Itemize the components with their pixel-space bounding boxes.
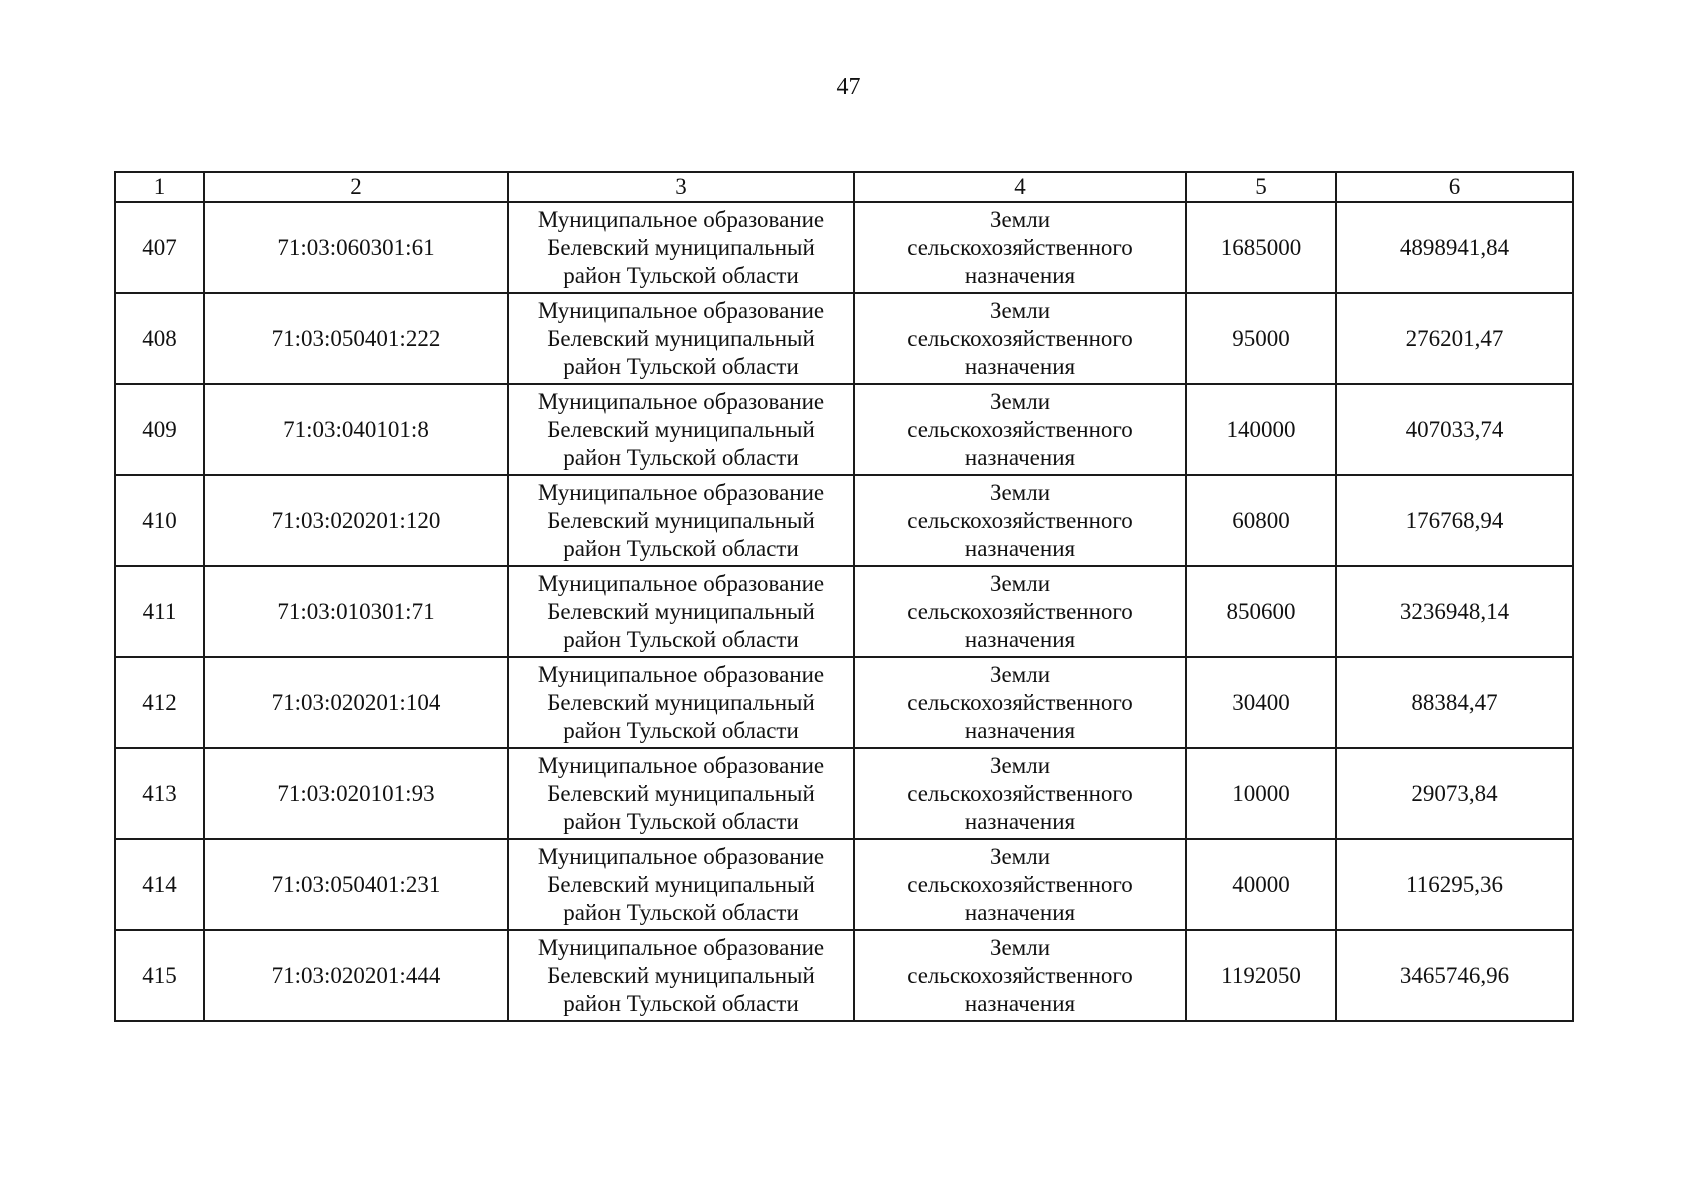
owner-line: район Тульской области xyxy=(563,990,799,1016)
land-category-line: сельскохозяйственного xyxy=(907,689,1133,715)
land-category-line: Земли xyxy=(989,570,1051,596)
column-number-row xyxy=(115,172,1573,202)
area-cell: 10000 xyxy=(1186,748,1336,839)
cadastral-value-cell: 407033,74 xyxy=(1336,384,1573,475)
column-header-6: 6 xyxy=(1336,172,1573,202)
area-cell: 60800 xyxy=(1186,475,1336,566)
cadastral-value-cell: 116295,36 xyxy=(1336,839,1573,930)
owner-line: район Тульской области xyxy=(563,717,799,743)
owner-line: Муниципальное образование xyxy=(537,297,825,323)
land-category-cell xyxy=(854,384,1186,475)
owner-cell xyxy=(508,839,854,930)
cadastral-number-cell: 71:03:020201:120 xyxy=(204,475,508,566)
cadastral-number-cell: 71:03:020101:93 xyxy=(204,748,508,839)
owner-cell xyxy=(508,475,854,566)
owner-line: район Тульской области xyxy=(563,444,799,470)
land-category-line: назначения xyxy=(964,535,1076,561)
area-cell: 140000 xyxy=(1186,384,1336,475)
owner-line: Белевский муниципальный xyxy=(547,689,815,715)
owner-cell xyxy=(508,293,854,384)
owner-line: Белевский муниципальный xyxy=(547,325,815,351)
cadastral-number-cell: 71:03:020201:104 xyxy=(204,657,508,748)
owner-line: Белевский муниципальный xyxy=(547,234,815,260)
owner-line: район Тульской области xyxy=(563,535,799,561)
owner-cell xyxy=(508,384,854,475)
owner-line: район Тульской области xyxy=(563,353,799,379)
owner-line: Муниципальное образование xyxy=(537,206,825,232)
column-header-5: 5 xyxy=(1186,172,1336,202)
land-category-line: назначения xyxy=(964,444,1076,470)
row-number-cell: 409 xyxy=(115,384,204,475)
land-category-cell xyxy=(854,748,1186,839)
land-category-line: сельскохозяйственного xyxy=(907,871,1133,897)
area-cell: 30400 xyxy=(1186,657,1336,748)
land-category-cell xyxy=(854,839,1186,930)
land-category-line: назначения xyxy=(964,353,1076,379)
row-number-cell: 411 xyxy=(115,566,204,657)
table-row xyxy=(115,748,1573,839)
table-row xyxy=(115,475,1573,566)
owner-line: Белевский муниципальный xyxy=(547,962,815,988)
owner-line: Белевский муниципальный xyxy=(547,598,815,624)
land-category-line: Земли xyxy=(989,297,1051,323)
column-header-3: 3 xyxy=(508,172,854,202)
table-row xyxy=(115,566,1573,657)
owner-line: район Тульской области xyxy=(563,262,799,288)
row-number-cell: 407 xyxy=(115,202,204,293)
column-header-2: 2 xyxy=(204,172,508,202)
cadastral-number-cell: 71:03:050401:231 xyxy=(204,839,508,930)
cadastral-value-cell: 176768,94 xyxy=(1336,475,1573,566)
land-category-line: назначения xyxy=(964,262,1076,288)
owner-line: Муниципальное образование xyxy=(537,479,825,505)
land-category-cell xyxy=(854,657,1186,748)
land-category-line: Земли xyxy=(989,661,1051,687)
area-cell: 40000 xyxy=(1186,839,1336,930)
cadastral-value-cell: 88384,47 xyxy=(1336,657,1573,748)
cadastral-value-cell: 29073,84 xyxy=(1336,748,1573,839)
row-number-cell: 412 xyxy=(115,657,204,748)
area-cell: 1685000 xyxy=(1186,202,1336,293)
owner-line: Белевский муниципальный xyxy=(547,780,815,806)
owner-line: Муниципальное образование xyxy=(537,388,825,414)
land-category-line: назначения xyxy=(964,990,1076,1016)
land-category-line: сельскохозяйственного xyxy=(907,598,1133,624)
cadastral-number-cell: 71:03:050401:222 xyxy=(204,293,508,384)
row-number-cell: 415 xyxy=(115,930,204,1021)
row-number-cell: 413 xyxy=(115,748,204,839)
cadastral-value-cell: 3236948,14 xyxy=(1336,566,1573,657)
land-category-line: назначения xyxy=(964,626,1076,652)
land-category-cell xyxy=(854,930,1186,1021)
land-category-line: сельскохозяйственного xyxy=(907,416,1133,442)
area-cell: 850600 xyxy=(1186,566,1336,657)
table-row xyxy=(115,657,1573,748)
row-number-cell: 408 xyxy=(115,293,204,384)
table-row xyxy=(115,293,1573,384)
owner-line: район Тульской области xyxy=(563,808,799,834)
table-row xyxy=(115,839,1573,930)
cadastral-number-cell: 71:03:010301:71 xyxy=(204,566,508,657)
land-category-cell xyxy=(854,566,1186,657)
owner-line: район Тульской области xyxy=(563,899,799,925)
table-row xyxy=(115,930,1573,1021)
cadastral-number-cell: 71:03:060301:61 xyxy=(204,202,508,293)
page-number: 47 xyxy=(836,74,861,100)
row-number-cell: 410 xyxy=(115,475,204,566)
owner-line: Белевский муниципальный xyxy=(547,507,815,533)
land-register-table xyxy=(114,171,1574,1022)
land-category-line: Земли xyxy=(989,752,1051,778)
land-category-line: Земли xyxy=(989,206,1051,232)
land-category-line: сельскохозяйственного xyxy=(907,962,1133,988)
land-category-line: Земли xyxy=(989,843,1051,869)
land-category-cell xyxy=(854,475,1186,566)
column-header-1: 1 xyxy=(115,172,204,202)
land-category-line: сельскохозяйственного xyxy=(907,780,1133,806)
land-category-line: Земли xyxy=(989,479,1051,505)
owner-line: Муниципальное образование xyxy=(537,570,825,596)
row-number-cell: 414 xyxy=(115,839,204,930)
owner-line: Белевский муниципальный xyxy=(547,871,815,897)
land-category-cell xyxy=(854,202,1186,293)
cadastral-number-cell: 71:03:040101:8 xyxy=(204,384,508,475)
area-cell: 1192050 xyxy=(1186,930,1336,1021)
owner-cell xyxy=(508,748,854,839)
owner-line: Муниципальное образование xyxy=(537,661,825,687)
land-category-line: назначения xyxy=(964,899,1076,925)
land-category-line: назначения xyxy=(964,717,1076,743)
land-category-line: сельскохозяйственного xyxy=(907,325,1133,351)
area-cell: 95000 xyxy=(1186,293,1336,384)
owner-line: Муниципальное образование xyxy=(537,752,825,778)
owner-cell xyxy=(508,566,854,657)
owner-line: район Тульской области xyxy=(563,626,799,652)
column-header-4: 4 xyxy=(854,172,1186,202)
table-row xyxy=(115,384,1573,475)
land-category-cell xyxy=(854,293,1186,384)
land-category-line: Земли xyxy=(989,934,1051,960)
owner-cell xyxy=(508,202,854,293)
land-category-line: сельскохозяйственного xyxy=(907,507,1133,533)
owner-cell xyxy=(508,930,854,1021)
table-body xyxy=(115,172,1573,1021)
owner-line: Муниципальное образование xyxy=(537,934,825,960)
land-category-line: назначения xyxy=(964,808,1076,834)
land-category-line: сельскохозяйственного xyxy=(907,234,1133,260)
cadastral-value-cell: 3465746,96 xyxy=(1336,930,1573,1021)
owner-line: Муниципальное образование xyxy=(537,843,825,869)
cadastral-value-cell: 276201,47 xyxy=(1336,293,1573,384)
owner-line: Белевский муниципальный xyxy=(547,416,815,442)
land-category-line: Земли xyxy=(989,388,1051,414)
cadastral-value-cell: 4898941,84 xyxy=(1336,202,1573,293)
table-row xyxy=(115,202,1573,293)
owner-cell xyxy=(508,657,854,748)
cadastral-number-cell: 71:03:020201:444 xyxy=(204,930,508,1021)
